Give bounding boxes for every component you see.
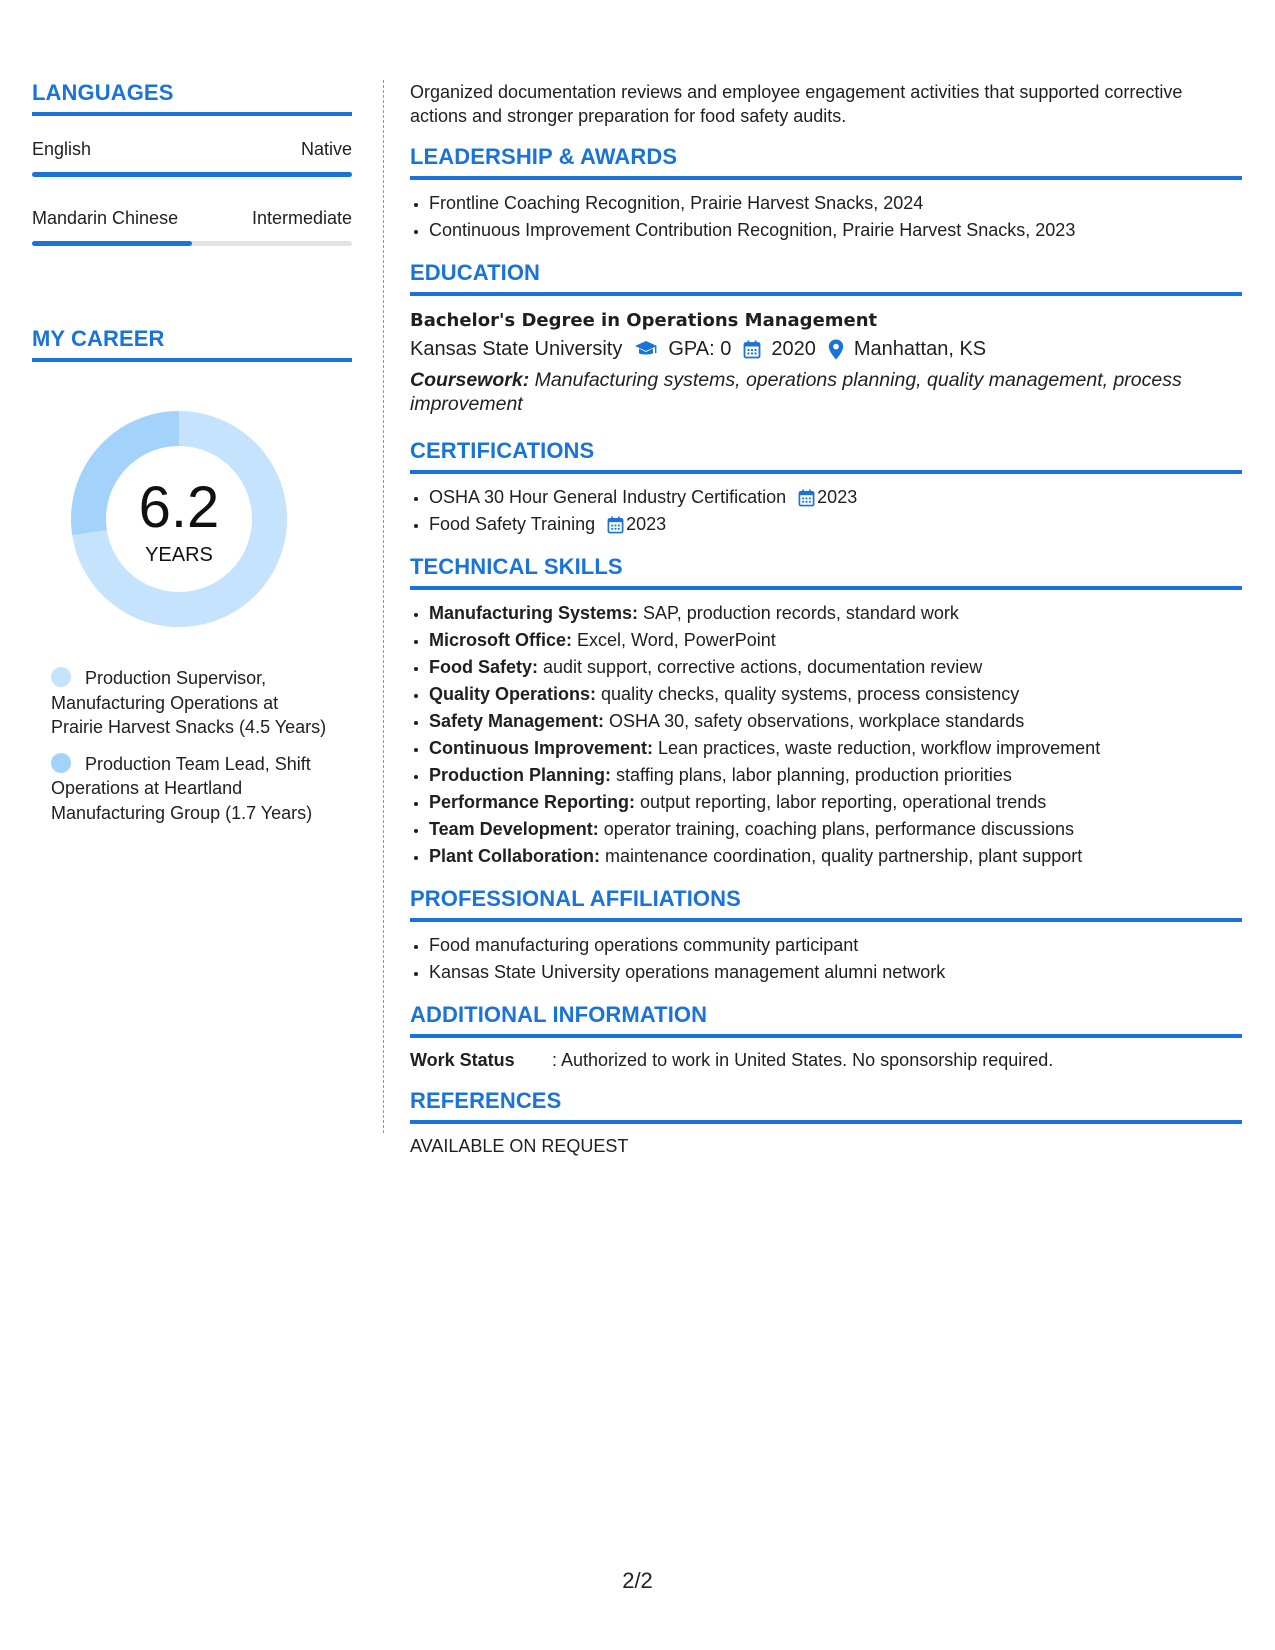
list-item: • Food manufacturing operations community participant — [429, 932, 1242, 959]
list-item — [429, 789, 1242, 816]
skill-value: quality checks, quality systems, process consistency — [596, 684, 1020, 704]
language-item — [32, 207, 352, 246]
career-legend-item — [51, 666, 331, 740]
skill-value: operator training, coaching plans, performance discussions — [598, 819, 1074, 839]
language-level-fill — [32, 241, 192, 246]
career-legend-item — [51, 752, 331, 826]
skill-label: Microsoft Office: — [429, 630, 573, 650]
list-item — [429, 654, 1242, 681]
language-level: Native — [300, 139, 352, 159]
education-section — [410, 260, 1242, 416]
degree-title: Bachelor's Degree in Operations Management — [410, 310, 878, 331]
certification-year: 2023 — [817, 487, 858, 507]
skill-label: Production Planning: — [429, 765, 611, 785]
career-total-unit: YEARS — [145, 544, 213, 566]
list-item — [429, 762, 1242, 789]
skill-label: Continuous Improvement: — [429, 738, 653, 758]
certification-name: • OSHA 30 Hour General Industry Certification — [429, 487, 787, 507]
sidebar — [32, 80, 352, 837]
coursework-label: Coursework: — [410, 369, 530, 391]
skill-label: Plant Collaboration: — [429, 846, 600, 866]
career-legend — [32, 666, 352, 825]
work-status-value: : Authorized to work in United States. No sponsorship required. — [552, 1050, 1054, 1070]
skills-title: TECHNICAL SKILLS — [410, 554, 1242, 590]
gpa: GPA: 0 — [668, 338, 732, 360]
certification-name: • Food Safety Training — [429, 514, 596, 534]
list-item: • Continuous Improvement Contribution Recognition, Prairie Harvest Snacks, 2023 — [429, 217, 1242, 244]
list-item: • Kansas State University operations management alumni network — [429, 959, 1242, 986]
career-item-label: Production Team Lead, Shift Operations at Heartland Manufacturing Group (1.7 Years) — [51, 753, 313, 823]
graduation-year: 2020 — [771, 338, 816, 360]
language-name: English — [32, 139, 92, 159]
career-total-years: 6.2 — [138, 475, 220, 540]
career-donut — [66, 406, 292, 632]
affiliations-title: PROFESSIONAL AFFILIATIONS — [410, 886, 1242, 922]
calendar-icon — [743, 340, 761, 359]
language-level-bar — [32, 172, 352, 177]
list-item — [429, 627, 1242, 654]
coursework — [410, 368, 1242, 416]
skill-value: OSHA 30, safety observations, workplace standards — [604, 711, 1025, 731]
list-item — [429, 708, 1242, 735]
language-item — [32, 138, 352, 177]
career-item-label: Production Supervisor, Manufacturing Operations at Prairie Harvest Snacks (4.5 Years) — [51, 668, 327, 737]
education-title: EDUCATION — [410, 260, 1242, 296]
languages-title: LANGUAGES — [32, 80, 352, 116]
affiliations-section — [410, 886, 1242, 986]
column-divider — [383, 80, 384, 1133]
references-title: REFERENCES — [410, 1088, 1242, 1124]
skill-value: Lean practices, waste reduction, workflow improvement — [653, 738, 1101, 758]
page-number: 2/2 — [622, 1568, 653, 1593]
skill-value: audit support, corrective actions, documentation review — [538, 657, 983, 677]
school-location: Manhattan, KS — [853, 338, 987, 360]
skills-section — [410, 554, 1242, 870]
skill-label: Safety Management: — [429, 711, 605, 731]
work-status-label: Work Status — [410, 1050, 515, 1070]
language-level-fill — [32, 172, 352, 177]
leadership-title: LEADERSHIP & AWARDS — [410, 144, 1242, 180]
skill-value: maintenance coordination, quality partnership, plant support — [600, 846, 1083, 866]
education-meta — [410, 334, 1242, 364]
list-item — [429, 735, 1242, 762]
skill-value: Excel, Word, PowerPoint — [572, 630, 776, 650]
additional-info-section — [410, 1002, 1242, 1072]
skill-value: staffing plans, labor planning, production priorities — [611, 765, 1012, 785]
leadership-section — [410, 144, 1242, 244]
location-pin-icon — [828, 339, 844, 360]
calendar-icon — [798, 489, 815, 507]
additional-info-title: ADDITIONAL INFORMATION — [410, 1002, 1242, 1038]
skill-label: Manufacturing Systems: — [429, 603, 639, 623]
skill-label: Food Safety: — [429, 657, 539, 677]
references-section — [410, 1088, 1242, 1158]
calendar-icon — [607, 516, 624, 534]
certification-year: 2023 — [626, 514, 667, 534]
skill-label: Performance Reporting: — [429, 792, 636, 812]
legend-dot — [51, 753, 71, 773]
list-item: • Frontline Coaching Recognition, Prairie Harvest Snacks, 2024 — [429, 190, 1242, 217]
list-item — [429, 816, 1242, 843]
skill-label: Quality Operations: — [429, 684, 597, 704]
coursework-text: Manufacturing systems, operations planning, quality management, process improvement — [410, 369, 1182, 415]
references-text: AVAILABLE ON REQUEST — [410, 1136, 629, 1156]
career-title: MY CAREER — [32, 326, 352, 362]
school-name: Kansas State University — [410, 338, 623, 360]
experience-continuation: Organized documentation reviews and employee engagement activities that supported corrective actions and stronger preparation for food safety audits. — [410, 82, 1183, 126]
list-item — [429, 484, 1242, 511]
graduation-cap-icon — [634, 340, 658, 358]
skill-label: Team Development: — [429, 819, 599, 839]
skill-value: SAP, production records, standard work — [638, 603, 959, 623]
list-item — [429, 511, 1242, 538]
work-status-row — [410, 1048, 1242, 1072]
list-item — [429, 600, 1242, 627]
skill-value: output reporting, labor reporting, operational trends — [635, 792, 1047, 812]
main-column — [410, 80, 1242, 1158]
language-level: Intermediate — [251, 208, 352, 228]
legend-dot — [51, 667, 71, 687]
language-level-bar — [32, 241, 352, 246]
certifications-title: CERTIFICATIONS — [410, 438, 1242, 474]
list-item — [429, 681, 1242, 708]
language-name: Mandarin Chinese — [32, 208, 179, 228]
skills-list — [410, 600, 1242, 870]
list-item — [429, 843, 1242, 870]
certifications-section — [410, 438, 1242, 538]
